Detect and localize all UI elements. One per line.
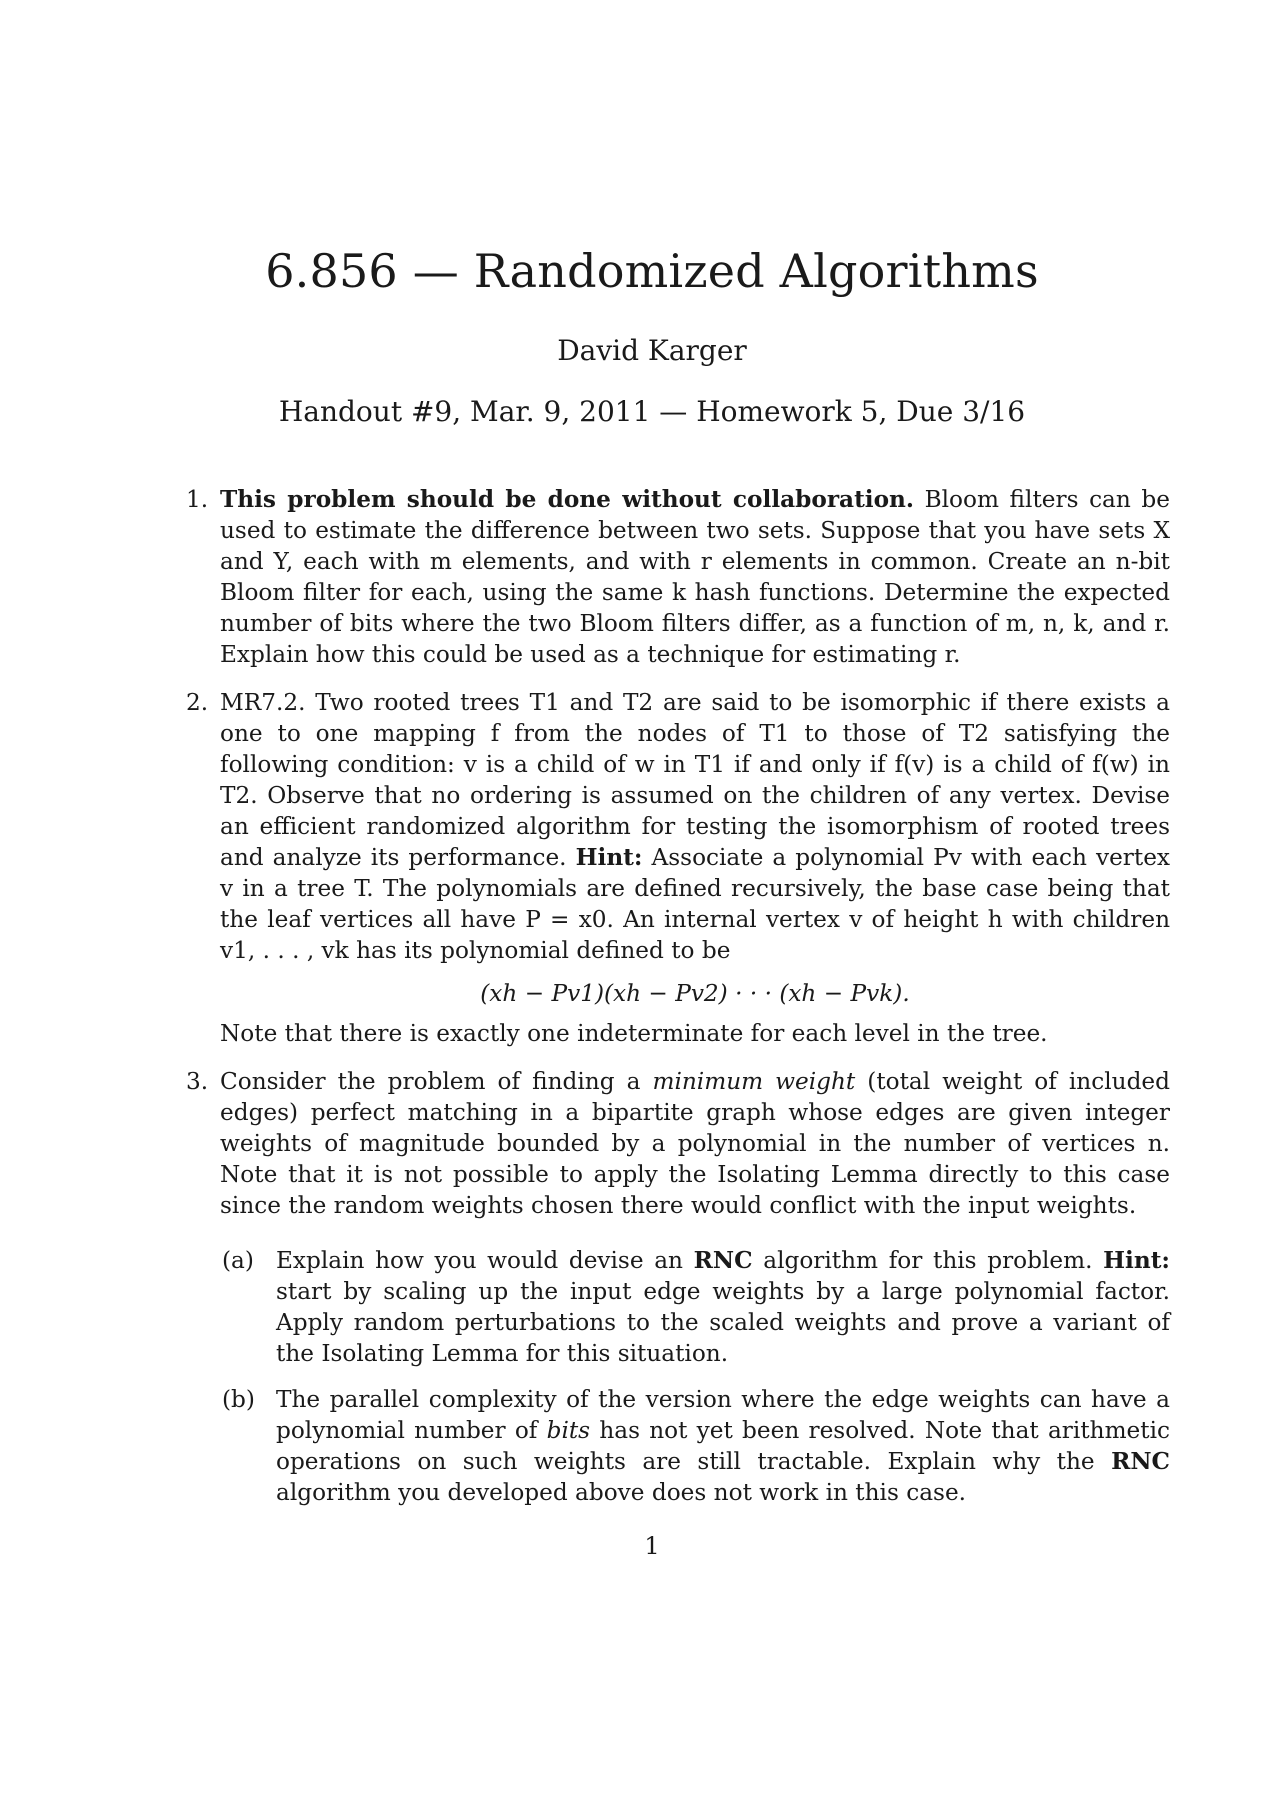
- author-name: David Karger: [557, 334, 747, 367]
- problem-3a-hint-label: Hint:: [1103, 1247, 1170, 1274]
- problem-list: [186, 484, 1170, 1525]
- problem-2-number: 2.: [186, 689, 209, 716]
- problem-3: [186, 1066, 1170, 1508]
- handout-info: Handout #9, Mar. 9, 2011 — Homework 5, Due 3/16: [278, 395, 1026, 428]
- problem-2-text: [220, 687, 1170, 966]
- polynomial-equation: (xh − Pv1)(xh − Pv2) · · · (xh − Pvk).: [480, 980, 910, 1007]
- problem-1-lead: This problem should be done without collaboration.: [220, 486, 914, 513]
- problem-3a-rnc: RNC: [693, 1247, 753, 1274]
- problem-3b-text-3: algorithm you developed above does not work in this case.: [276, 1479, 967, 1506]
- problem-3b-text-1: The parallel complexity of the version where the edge weights can have a polynomial number of: [276, 1386, 1170, 1444]
- problem-3b-emphasis: bits: [546, 1417, 591, 1444]
- problem-2-body: MR7.2. Two rooted trees T1 and T2 are said to be isomorphic if there exists a one to one mapping f from the nodes of T1 to those of T2 satisfying the following condition: v is a child of w in T1 if and only if f(v) is a child of f(w) in T2. Observe that no ordering is assumed on the children of any vertex. Devise an efficient randomized algorithm for testing the isomorphism of rooted trees and analyze its performance.: [220, 689, 1170, 871]
- problem-3b-rnc: RNC: [1111, 1448, 1170, 1475]
- problem-3a-text-2: algorithm for this problem.: [752, 1247, 1104, 1274]
- problem-3-parts: [220, 1245, 1170, 1508]
- problem-2: [186, 687, 1170, 1049]
- problem-2-note: Note that there is exactly one indeterminate for each level in the tree.: [220, 1020, 1048, 1047]
- problem-3a-text-1: Explain how you would devise an: [276, 1247, 694, 1274]
- problem-3-body: (total weight of included edges) perfect matching in a bipartite graph whose edges are given integer weights of magnitude bounded by a polynomial in the number of vertices n. Note that it is not possible to apply the Isolating Lemma directly to this case since the random weights chosen there would conflict with the input weights.: [220, 1068, 1170, 1219]
- problem-3-text: [220, 1066, 1170, 1221]
- problem-1-number: 1.: [186, 486, 209, 513]
- problem-3-emphasis: minimum weight: [652, 1068, 856, 1095]
- problem-1-text: [220, 484, 1170, 670]
- problem-3-intro: Consider the problem of finding a: [220, 1068, 653, 1095]
- problem-3-number: 3.: [186, 1068, 209, 1095]
- page-number: 1: [644, 1532, 660, 1560]
- problem-1-body: Bloom filters can be used to estimate the difference between two sets. Suppose that you have sets X and Y, each with m elements, and with r elements in common. Create an n-bit Bloom filter for each, using the same k hash functions. Determine the expected number of bits where the two Bloom filters differ, as a function of m, n, k, and r. Explain how this could be used as a technique for estimating r.: [220, 486, 1170, 668]
- problem-3b-text-2: has not yet been resolved. Note that arithmetic operations on such weights are still tractable. Explain why the: [276, 1417, 1170, 1475]
- problem-3b-label: (b): [222, 1386, 255, 1413]
- problem-3a-label: (a): [222, 1247, 254, 1274]
- problem-3b: [222, 1384, 1170, 1508]
- problem-1: [186, 484, 1170, 670]
- problem-3a: [222, 1245, 1170, 1369]
- problem-2-hint-label: Hint:: [575, 844, 643, 871]
- page-title: 6.856 — Randomized Algorithms: [265, 244, 1039, 298]
- problem-3a-text-3: start by scaling up the input edge weights by a large polynomial factor. Apply random perturbations to the scaled weights and prove a variant of the Isolating Lemma for this situation.: [276, 1278, 1170, 1367]
- problem-2-hint: Associate a polynomial Pv with each vertex v in a tree T. The polynomials are defined recursively, the base case being that the leaf vertices all have P = x0. An internal vertex v of height h with children v1, . . . , vk has its polynomial defined to be: [220, 844, 1171, 964]
